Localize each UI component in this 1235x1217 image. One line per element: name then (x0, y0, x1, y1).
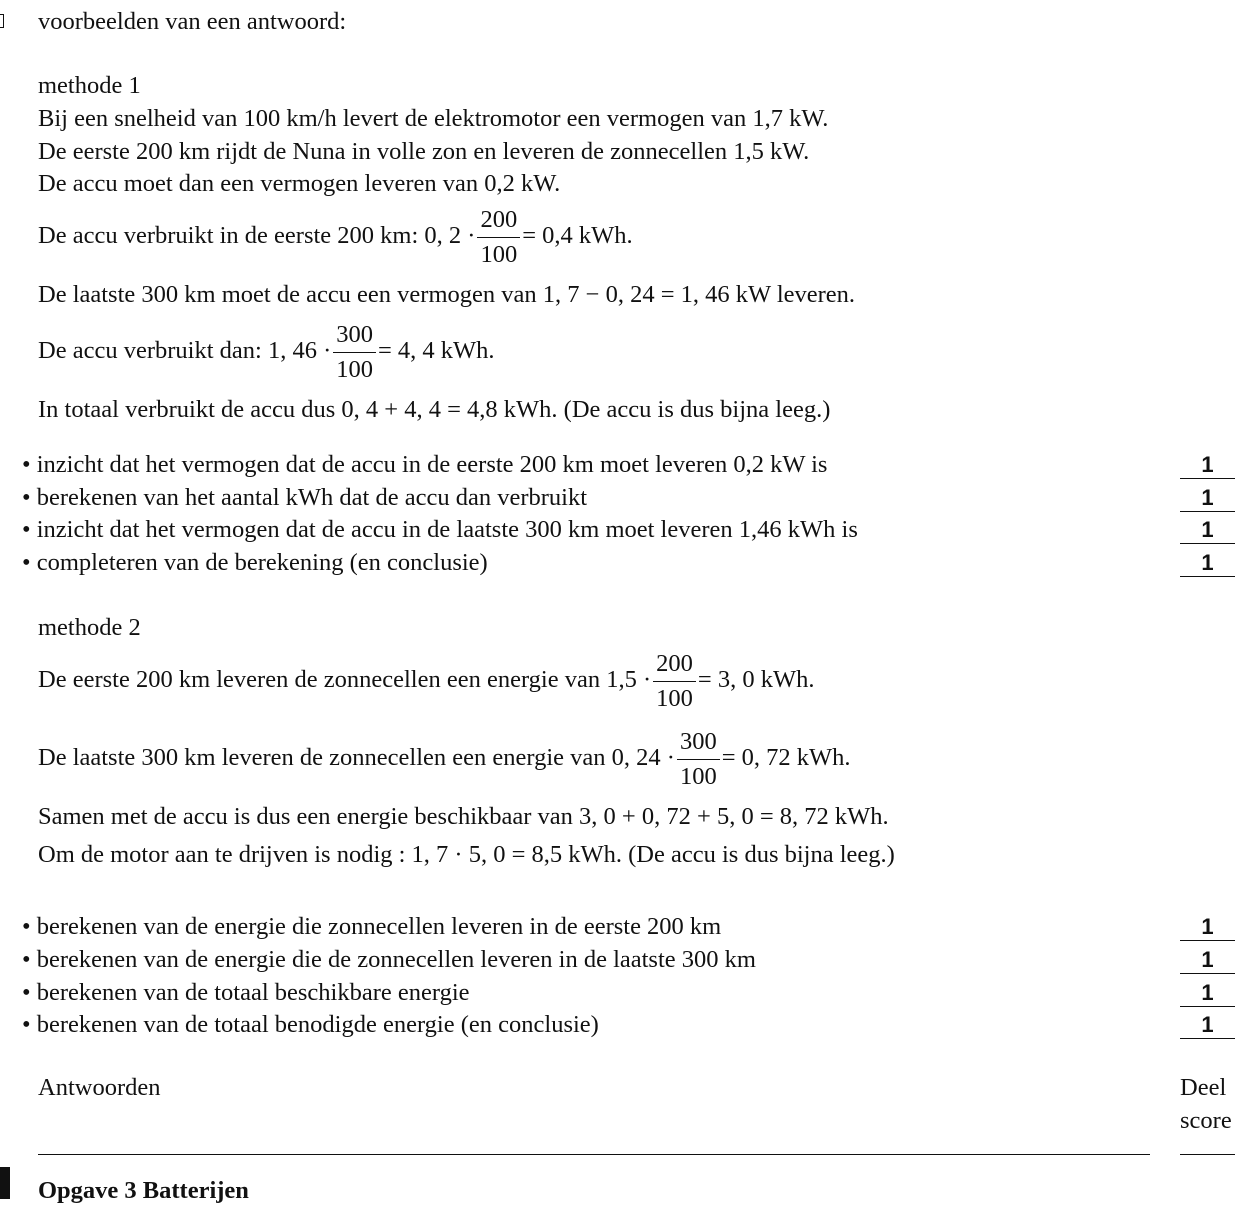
fraction-numerator: 200 (653, 647, 696, 682)
method1-line6 (38, 318, 495, 387)
criterion-item: • inzicht dat het vermogen dat de accu in de eerste 200 km moet leveren 0,2 kW is (22, 451, 828, 478)
method2-line2-factor: 0, 24 · (611, 744, 675, 772)
method2-line2-text: De laatste 300 km leveren de zonnecellen een energie van (38, 744, 606, 772)
divider-line (38, 1154, 1150, 1155)
method1-line2: De eerste 200 km rijdt de Nuna in volle zon en leveren de zonnecellen 1,5 kW. (38, 138, 810, 165)
criterion-text: berekenen van de totaal beschikbare energie (36, 979, 470, 1006)
method2-title: methode 2 (38, 614, 141, 641)
divider-line-score (1180, 1154, 1235, 1155)
score-point: 1 (1180, 947, 1235, 974)
method2-line3: Samen met de accu is dus een energie beschikbaar van 3, 0 + 0, 72 + 5, 0 = 8, 72 kWh. (38, 803, 889, 830)
criterion-text: berekenen van de totaal benodigde energie (en conclusie) (36, 1011, 599, 1038)
method1-line6-factor: 1, 46 · (267, 337, 332, 365)
fraction-denominator: 100 (480, 241, 518, 268)
deel-label: Deel (1180, 1074, 1227, 1101)
method1-line5: De laatste 300 km moet de accu een vermogen van 1, 7 − 0, 24 = 1, 46 kW leveren. (38, 281, 856, 308)
score-point: 1 (1180, 980, 1235, 1007)
criterion-item: • inzicht dat het vermogen dat de accu in de laatste 300 km moet leveren 1,46 kWh is (22, 516, 858, 543)
checkbox-marker-icon (0, 14, 4, 28)
criterion-item: • berekenen van de energie die de zonnecellen leveren in de laatste 300 km (22, 946, 756, 973)
intro-line: voorbeelden van een antwoord: (38, 8, 347, 35)
method1-line4-result: = 0,4 kWh. (522, 222, 633, 250)
criterion-item: • berekenen van de totaal benodigde energie (en conclusie) (22, 1011, 599, 1038)
fraction-numerator: 300 (677, 725, 720, 760)
criterion-text: berekenen van de energie die zonnecellen leveren in de eerste 200 km (36, 913, 722, 940)
method2-line1-factor: 1,5 · (606, 666, 652, 694)
criterion-text: berekenen van het aantal kWh dat de accu dan verbruikt (36, 484, 588, 511)
method2-line1 (38, 647, 814, 716)
method2-line2 (38, 725, 851, 794)
method1-title: methode 1 (38, 72, 141, 99)
fraction-denominator: 100 (679, 763, 717, 790)
method1-line7: In totaal verbruikt de accu dus 0, 4 + 4, 4 = 4,8 kWh. (De accu is dus bijna leeg.) (38, 396, 831, 423)
method2-line2-result: = 0, 72 kWh. (721, 744, 851, 772)
fraction-denominator: 100 (656, 685, 693, 712)
criterion-text: inzicht dat het vermogen dat de accu in de laatste 300 km moet leveren 1,46 kWh is (36, 516, 858, 543)
criterion-item: • berekenen van het aantal kWh dat de accu dan verbruikt (22, 484, 588, 511)
score-point: 1 (1180, 452, 1235, 479)
fraction-denominator: 100 (336, 356, 373, 383)
method1-line4-text: De accu verbruikt in de eerste 200 km: (38, 222, 419, 250)
fraction-numerator: 300 (333, 318, 376, 353)
criterion-item: • completeren van de berekening (en conclusie) (22, 549, 488, 576)
score-point: 1 (1180, 517, 1235, 544)
criterion-text: completeren van de berekening (en conclusie) (36, 549, 488, 576)
fraction (477, 203, 520, 272)
score-point: 1 (1180, 485, 1235, 512)
fraction (333, 318, 376, 387)
fraction (677, 725, 720, 794)
method1-line6-result: = 4, 4 kWh. (377, 337, 495, 365)
criterion-text: berekenen van de energie die de zonnecellen leveren in de laatste 300 km (36, 946, 756, 973)
criterion-item: • berekenen van de totaal beschikbare energie (22, 979, 470, 1006)
method2-line1-result: = 3, 0 kWh. (697, 666, 815, 694)
score-label: score (1180, 1107, 1232, 1134)
method1-line4 (38, 203, 633, 272)
method1-line3: De accu moet dan een vermogen leveren van 0,2 kW. (38, 170, 561, 197)
answers-label: Antwoorden (38, 1074, 161, 1101)
score-point: 1 (1180, 914, 1235, 941)
score-point: 1 (1180, 1012, 1235, 1039)
method1-line4-factor: 0, 2 · (424, 222, 476, 250)
method1-line1: Bij een snelheid van 100 km/h levert de elektromotor een vermogen van 1,7 kW. (38, 105, 829, 132)
section-marker-icon (0, 1167, 10, 1199)
section-heading: Opgave 3 Batterijen (38, 1177, 249, 1204)
score-point: 1 (1180, 550, 1235, 577)
criterion-item: • berekenen van de energie die zonnecellen leveren in de eerste 200 km (22, 913, 722, 940)
method2-line4: Om de motor aan te drijven is nodig : 1, 7 · 5, 0 = 8,5 kWh. (De accu is dus bijna leeg.) (38, 841, 895, 868)
fraction-numerator: 200 (477, 203, 520, 238)
fraction (653, 647, 696, 716)
method2-line1-text: De eerste 200 km leveren de zonnecellen een energie van (38, 666, 601, 694)
criterion-text: inzicht dat het vermogen dat de accu in de eerste 200 km moet leveren 0,2 kW is (36, 451, 828, 478)
method1-line6-text: De accu verbruikt dan: (38, 337, 262, 365)
